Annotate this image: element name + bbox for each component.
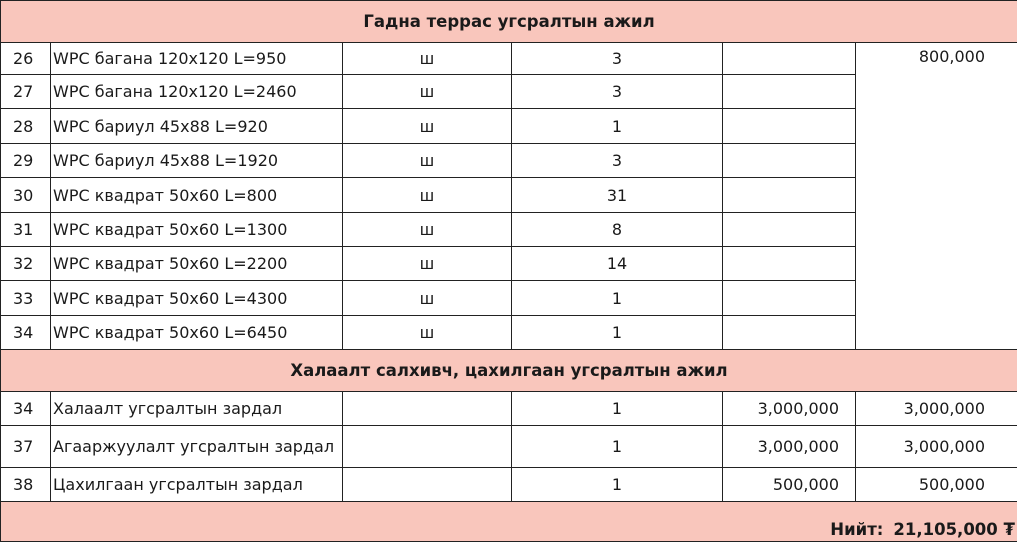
item-price: 500,000 xyxy=(723,468,856,502)
item-quantity: 1 xyxy=(512,109,723,144)
section-header-exterior xyxy=(1,1,1017,43)
item-price: 3,000,000 xyxy=(723,392,856,426)
item-price xyxy=(723,316,856,350)
item-name: WPC багана 120x120 L=2460 xyxy=(51,75,343,109)
item-unit: ш xyxy=(343,75,512,109)
row-number: 34 xyxy=(1,392,51,426)
item-name: WPC квадрат 50x60 L=1300 xyxy=(51,213,343,247)
item-price xyxy=(723,109,856,144)
item-name: WPC бариул 45x88 L=1920 xyxy=(51,144,343,178)
item-price xyxy=(723,213,856,247)
table-row xyxy=(1,468,1017,502)
item-unit: ш xyxy=(343,281,512,316)
item-price xyxy=(723,178,856,213)
section-title: Гадна террас угсралтын ажил xyxy=(1,1,1017,43)
item-total: 3,000,000 xyxy=(856,426,1017,468)
item-unit xyxy=(343,468,512,502)
row-number: 33 xyxy=(1,281,51,316)
item-name: Цахилгаан угсралтын зардал xyxy=(51,468,343,502)
row-number: 29 xyxy=(1,144,51,178)
row-number: 26 xyxy=(1,43,51,75)
item-price xyxy=(723,75,856,109)
item-name: WPC багана 120x120 L=950 xyxy=(51,43,343,75)
item-price xyxy=(723,144,856,178)
item-name: WPC бариул 45x88 L=920 xyxy=(51,109,343,144)
item-quantity: 3 xyxy=(512,43,723,75)
item-name: WPC квадрат 50x60 L=4300 xyxy=(51,281,343,316)
item-total: 500,000 xyxy=(856,468,1017,502)
section-header-ventilation xyxy=(1,350,1017,392)
group-total: 800,000 xyxy=(856,43,1017,350)
item-name: WPC квадрат 50x60 L=6450 xyxy=(51,316,343,350)
item-unit: ш xyxy=(343,316,512,350)
item-name: Агааржуулалт угсралтын зардал xyxy=(51,426,343,468)
row-number: 28 xyxy=(1,109,51,144)
item-unit: ш xyxy=(343,43,512,75)
item-unit xyxy=(343,392,512,426)
table-row xyxy=(1,426,1017,468)
item-price xyxy=(723,247,856,281)
item-unit: ш xyxy=(343,213,512,247)
item-unit: ш xyxy=(343,144,512,178)
row-number: 34 xyxy=(1,316,51,350)
item-name: WPC квадрат 50x60 L=800 xyxy=(51,178,343,213)
item-quantity: 14 xyxy=(512,247,723,281)
row-number: 37 xyxy=(1,426,51,468)
grand-total-label: Нийт: xyxy=(830,520,883,539)
section-title: Халаалт салхивч, цахилгаан угсралтын ажил xyxy=(1,350,1017,392)
item-price: 3,000,000 xyxy=(723,426,856,468)
row-number: 27 xyxy=(1,75,51,109)
item-unit: ш xyxy=(343,109,512,144)
item-quantity: 3 xyxy=(512,144,723,178)
item-quantity: 3 xyxy=(512,75,723,109)
item-quantity: 1 xyxy=(512,426,723,468)
item-unit: ш xyxy=(343,247,512,281)
item-quantity: 1 xyxy=(512,281,723,316)
item-total: 3,000,000 xyxy=(856,392,1017,426)
table-row xyxy=(1,392,1017,426)
row-number: 32 xyxy=(1,247,51,281)
row-number: 31 xyxy=(1,213,51,247)
currency-symbol: ₮ xyxy=(1004,520,1015,539)
row-number: 38 xyxy=(1,468,51,502)
item-quantity: 8 xyxy=(512,213,723,247)
item-name: Халаалт угсралтын зардал xyxy=(51,392,343,426)
item-unit: ш xyxy=(343,178,512,213)
item-name: WPC квадрат 50x60 L=2200 xyxy=(51,247,343,281)
item-unit xyxy=(343,426,512,468)
item-quantity: 1 xyxy=(512,468,723,502)
table-row xyxy=(1,43,1017,75)
item-quantity: 31 xyxy=(512,178,723,213)
item-price xyxy=(723,281,856,316)
item-price xyxy=(723,43,856,75)
row-number: 30 xyxy=(1,178,51,213)
item-quantity: 1 xyxy=(512,392,723,426)
grand-total-amount: 21,105,000 xyxy=(893,520,997,539)
item-quantity: 1 xyxy=(512,316,723,350)
